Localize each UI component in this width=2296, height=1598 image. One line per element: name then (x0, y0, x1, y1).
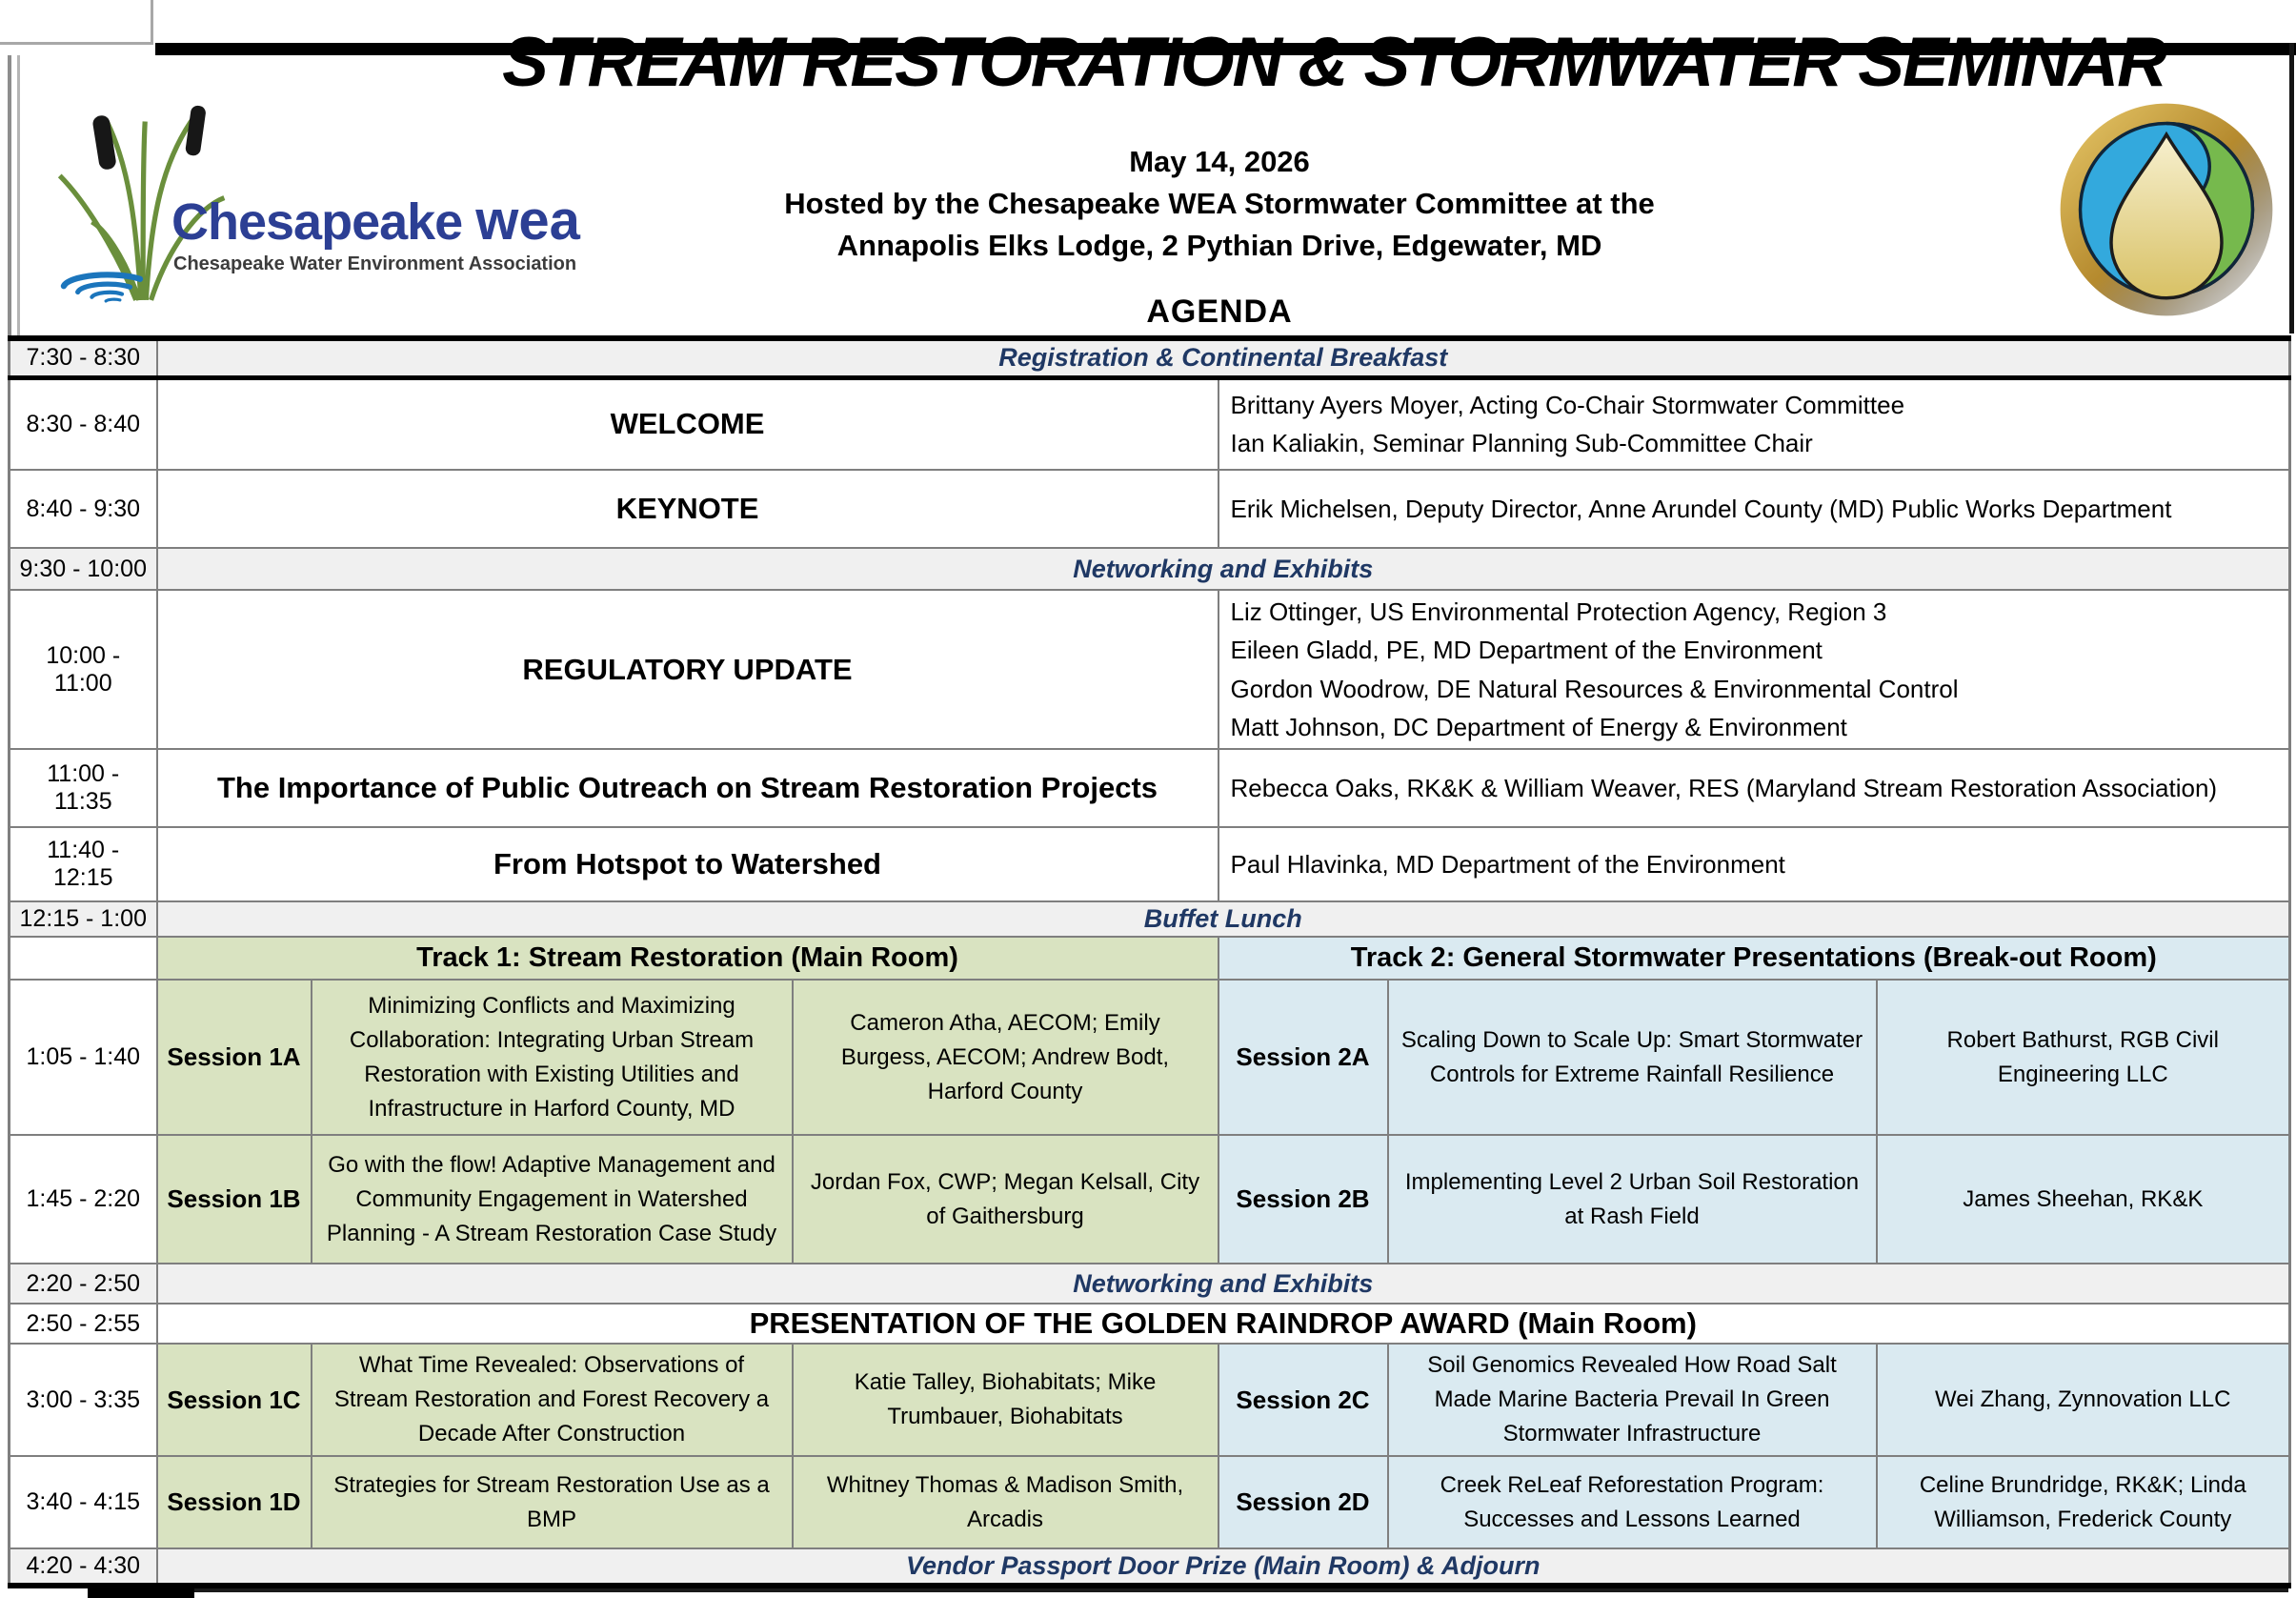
session-title: From Hotspot to Watershed (157, 827, 1218, 901)
event-date: May 14, 2026 (1129, 145, 1310, 178)
time-cell: 11:00 - 11:35 (10, 749, 157, 827)
page-title: STREAM RESTORATION & STORMWATER SEMINAR (502, 24, 2165, 101)
speaker-cell (1218, 827, 2290, 901)
page-corner-artifact (0, 0, 153, 45)
track2-header: Track 2: General Stormwater Presentations (Break-out Room) (1218, 937, 2290, 980)
time-cell: 1:05 - 1:40 (10, 980, 157, 1135)
time-cell: 4:20 - 4:30 (10, 1548, 157, 1586)
session-1a-label: Session 1A (157, 980, 312, 1135)
host-line-2: Annapolis Elks Lodge, 2 Pythian Drive, Edgewater, MD (836, 229, 1602, 262)
session-1c-label: Session 1C (157, 1344, 312, 1456)
row-award (10, 1304, 2290, 1344)
speaker-line: Liz Ottinger, US Environmental Protection Agency, Region 3 (1230, 597, 1887, 626)
row-session-b (10, 1135, 2290, 1264)
session-2b-title: Implementing Level 2 Urban Soil Restoration at Rash Field (1388, 1135, 1877, 1264)
session-1b-label: Session 1B (157, 1135, 312, 1264)
chesapeake-wea-logo (21, 84, 640, 313)
time-cell: 3:00 - 3:35 (10, 1344, 157, 1456)
session-1a-title: Minimizing Conflicts and Maximizing Collaboration: Integrating Urban Stream Restoration with Existing Utilities and Infrastructure in Harford County, MD (312, 980, 793, 1135)
cwea-wordmark (171, 189, 580, 253)
session-2b-label: Session 2B (1218, 1135, 1388, 1264)
time-cell: 2:50 - 2:55 (10, 1304, 157, 1344)
session-2c-speakers: Wei Zhang, Zynnovation LLC (1877, 1344, 2290, 1456)
row-registration (10, 338, 2290, 377)
band-label: Vendor Passport Door Prize (Main Room) & Adjourn (157, 1548, 2290, 1586)
session-1d-title: Strategies for Stream Restoration Use as a BMP (312, 1456, 793, 1548)
row-session-d (10, 1456, 2290, 1548)
session-title: WELCOME (157, 377, 1218, 470)
speaker-line: Matt Johnson, DC Department of Energy & Environment (1230, 712, 1847, 741)
time-cell: 9:30 - 10:00 (10, 548, 157, 590)
session-title: REGULATORY UPDATE (157, 590, 1218, 749)
session-2a-label: Session 2A (1218, 980, 1388, 1135)
award-title: PRESENTATION OF THE GOLDEN RAINDROP AWARD (Main Room) (157, 1304, 2290, 1344)
host-line-1: Hosted by the Chesapeake WEA Stormwater Committee at the (784, 187, 1655, 220)
speaker-line: Eileen Gladd, PE, MD Department of the Environment (1230, 636, 1823, 665)
session-2d-title: Creek ReLeaf Reforestation Program: Successes and Lessons Learned (1388, 1456, 1877, 1548)
agenda-table (8, 335, 2291, 1588)
row-hotspot (10, 827, 2290, 901)
session-2a-speakers: Robert Bathurst, RGB Civil Engineering LLC (1877, 980, 2290, 1135)
row-lunch (10, 901, 2290, 937)
band-label: Networking and Exhibits (157, 1264, 2290, 1304)
row-regulatory-update (10, 590, 2290, 749)
time-cell: 10:00 - 11:00 (10, 590, 157, 749)
row-keynote (10, 470, 2290, 548)
session-1c-title: What Time Revealed: Observations of Stream Restoration and Forest Recovery a Decade After Construction (312, 1344, 793, 1456)
time-cell: 7:30 - 8:30 (10, 338, 157, 377)
time-cell: 1:45 - 2:20 (10, 1135, 157, 1264)
time-cell: 2:20 - 2:50 (10, 1264, 157, 1304)
cwea-wordmark-suffix: wea (475, 190, 580, 252)
session-2d-speakers: Celine Brundridge, RK&K; Linda Williamson, Frederick County (1877, 1456, 2290, 1548)
time-cell: 12:15 - 1:00 (10, 901, 157, 937)
time-cell: 3:40 - 4:15 (10, 1456, 157, 1548)
row-public-outreach (10, 749, 2290, 827)
session-title: KEYNOTE (157, 470, 1218, 548)
page-right-border (2289, 43, 2294, 334)
session-1c-speakers: Katie Talley, Biohabitats; Mike Trumbauer, Biohabitats (793, 1344, 1218, 1456)
row-networking-1 (10, 548, 2290, 590)
band-label: Buffet Lunch (157, 901, 2290, 937)
row-networking-2 (10, 1264, 2290, 1304)
time-cell: 8:30 - 8:40 (10, 377, 157, 470)
agenda-heading: AGENDA (1146, 293, 1293, 330)
row-adjourn (10, 1548, 2290, 1586)
cwea-subtitle: Chesapeake Water Environment Association (173, 253, 577, 274)
track1-header: Track 1: Stream Restoration (Main Room) (157, 937, 1218, 980)
row-session-c (10, 1344, 2290, 1456)
speaker-cell (1218, 377, 2290, 470)
golden-raindrop-logo (2056, 99, 2277, 320)
time-cell (10, 937, 157, 980)
session-2c-title: Soil Genomics Revealed How Road Salt Made Marine Bacteria Prevail In Green Stormwater Infrastructure (1388, 1344, 1877, 1456)
page-bottom-border (88, 1588, 2288, 1592)
speaker-cell (1218, 590, 2290, 749)
session-2b-speakers: James Sheehan, RK&K (1877, 1135, 2290, 1264)
row-session-a (10, 980, 2290, 1135)
cwea-wordmark-main: Chesapeake (171, 193, 463, 251)
speaker-line: Ian Kaliakin, Seminar Planning Sub-Committee Chair (1230, 429, 1813, 458)
speaker-line: Paul Hlavinka, MD Department of the Environment (1230, 850, 1785, 880)
speaker-line: Gordon Woodrow, DE Natural Resources & Environmental Control (1230, 674, 1959, 703)
session-1b-speakers: Jordan Fox, CWP; Megan Kelsall, City of Gaithersburg (793, 1135, 1218, 1264)
session-2c-label: Session 2C (1218, 1344, 1388, 1456)
session-1d-label: Session 1D (157, 1456, 312, 1548)
speaker-line: Erik Michelsen, Deputy Director, Anne Arundel County (MD) Public Works Department (1230, 494, 2172, 523)
session-1d-speakers: Whitney Thomas & Madison Smith, Arcadis (793, 1456, 1218, 1548)
speaker-cell (1218, 470, 2290, 548)
row-track-headers (10, 937, 2290, 980)
speaker-line: Rebecca Oaks, RK&K & William Weaver, RES (Maryland Stream Restoration Association) (1230, 774, 2218, 803)
speaker-cell (1218, 749, 2290, 827)
row-welcome (10, 377, 2290, 470)
time-cell: 11:40 - 12:15 (10, 827, 157, 901)
speaker-line: Brittany Ayers Moyer, Acting Co-Chair Stormwater Committee (1230, 390, 1905, 419)
session-2a-title: Scaling Down to Scale Up: Smart Stormwater Controls for Extreme Rainfall Resilience (1388, 980, 1877, 1135)
session-1b-title: Go with the flow! Adaptive Management and Community Engagement in Watershed Planning - A Stream Restoration Case Study (312, 1135, 793, 1264)
band-label: Networking and Exhibits (157, 548, 2290, 590)
band-label: Registration & Continental Breakfast (157, 338, 2290, 377)
session-2d-label: Session 2D (1218, 1456, 1388, 1548)
session-1a-speakers: Cameron Atha, AECOM; Emily Burgess, AECOM; Andrew Bodt, Harford County (793, 980, 1218, 1135)
time-cell: 8:40 - 9:30 (10, 470, 157, 548)
session-title: The Importance of Public Outreach on Stream Restoration Projects (157, 749, 1218, 827)
